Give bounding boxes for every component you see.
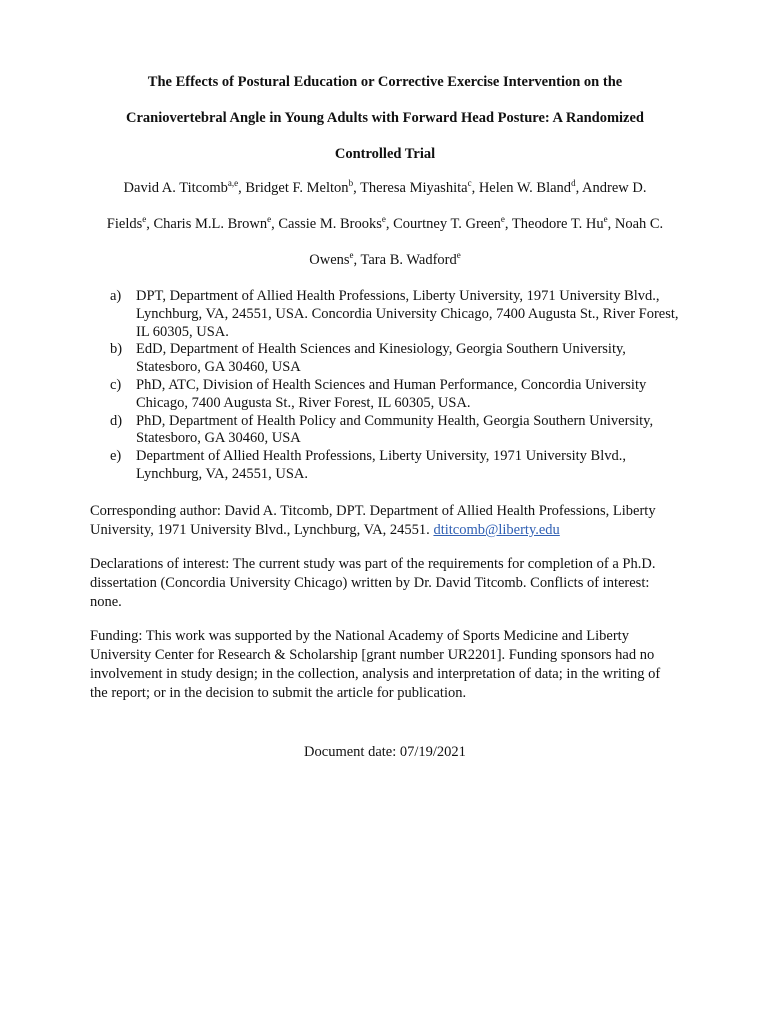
affiliation-text: PhD, Department of Health Policy and Community Health, Georgia Southern University, Statesboro, GA 30460, USA bbox=[136, 412, 654, 447]
author-name: Noah C. bbox=[614, 216, 664, 232]
author-affil-sup: e bbox=[349, 250, 354, 261]
affiliation-text: Department of Allied Health Professions, Liberty University, 1971 University Blvd., Lynchburg, VA, 24551, USA. bbox=[136, 448, 626, 482]
author-affil-sup: e bbox=[267, 214, 272, 225]
corresponding-author-text: Corresponding author: David A. Titcomb, DPT. Department of Allied Health Professions, Liberty University, 1971 University Blvd., Lynchburg, VA, 24551. bbox=[90, 503, 656, 538]
separator: , bbox=[471, 180, 479, 196]
title-line-3: Controlled Trial bbox=[334, 146, 436, 162]
affiliation-marker: b) bbox=[110, 341, 123, 358]
affiliation-item bbox=[110, 448, 690, 484]
author-affil-sup: e bbox=[603, 214, 608, 225]
author-name: Theresa Miyashita bbox=[360, 180, 468, 196]
declarations-paragraph: Declarations of interest: The current study was part of the requirements for completion of a Ph.D. dissertation (Concordia University Chicago) written by Dr. David Titcomb. Conflicts of interest: none. bbox=[90, 556, 656, 610]
separator: , bbox=[385, 216, 394, 232]
separator: , bbox=[575, 180, 583, 196]
author-name: Cassie M. Brooks bbox=[278, 216, 382, 232]
author-line-3 bbox=[0, 252, 770, 269]
separator: , bbox=[146, 216, 154, 232]
title-line-2: Craniovertebral Angle in Young Adults with Forward Head Posture: A Randomized bbox=[126, 110, 644, 126]
separator: , bbox=[271, 216, 279, 232]
author-affil-sup: e bbox=[381, 214, 386, 225]
author-name: Tara B. Wadford bbox=[360, 252, 457, 268]
affiliations-list bbox=[110, 288, 690, 484]
separator: , bbox=[607, 216, 615, 232]
affiliation-marker: d) bbox=[110, 412, 123, 429]
author-name: Bridget F. Melton bbox=[245, 180, 349, 196]
affiliation-text: DPT, Department of Allied Health Professions, Liberty University, 1971 University Blvd., Lynchburg, VA, 24551, USA. Concordia University Chicago, 7400 Augusta St., River Forest, IL 60305, USA. bbox=[136, 288, 679, 340]
author-affil-sup: e bbox=[456, 250, 461, 261]
affiliation-marker: e) bbox=[110, 448, 122, 465]
affiliation-item bbox=[110, 377, 690, 413]
author-affil-sup: a,e bbox=[227, 178, 239, 189]
corresponding-author-block bbox=[90, 502, 680, 540]
affiliation-marker: a) bbox=[110, 288, 122, 304]
author-name: Owens bbox=[309, 252, 350, 268]
author-affil-sup: c bbox=[467, 178, 472, 189]
document-date: Document date: 07/19/2021 bbox=[304, 744, 466, 760]
affiliation-text: PhD, ATC, Division of Health Sciences and Human Performance, Concordia University Chicago, 7400 Augusta St., River Forest, IL 60305, USA. bbox=[136, 376, 647, 411]
separator: , bbox=[353, 180, 361, 196]
affiliation-marker: c) bbox=[110, 376, 122, 393]
author-affil-sup: b bbox=[348, 178, 354, 189]
author-name: Charis M.L. Brown bbox=[153, 216, 268, 232]
author-name: Helen W. Bland bbox=[478, 180, 572, 196]
author-name: Andrew D. bbox=[582, 180, 647, 196]
author-affil-sup: d bbox=[571, 178, 576, 189]
affiliation-text: EdD, Department of Health Sciences and Kinesiology, Georgia Southern University, Statesboro, GA 30460, USA bbox=[136, 341, 626, 376]
author-affil-sup: e bbox=[500, 214, 505, 225]
author-line-2 bbox=[0, 216, 770, 233]
separator: , bbox=[238, 180, 246, 196]
author-name: David A. Titcomb bbox=[123, 180, 228, 196]
author-name: Courtney T. Green bbox=[393, 216, 501, 232]
separator: , bbox=[353, 252, 361, 268]
title-line-1: The Effects of Postural Education or Corrective Exercise Intervention on the bbox=[147, 74, 623, 90]
author-name: Theodore T. Hu bbox=[511, 216, 604, 232]
author-affil-sup: e bbox=[142, 214, 147, 225]
separator: , bbox=[504, 216, 512, 232]
affiliation-item bbox=[110, 413, 690, 449]
author-line-1 bbox=[0, 180, 770, 197]
author-name: Fields bbox=[106, 216, 143, 232]
affiliation-item bbox=[110, 288, 690, 341]
affiliation-item bbox=[110, 341, 690, 377]
funding-paragraph: Funding: This work was supported by the National Academy of Sports Medicine and Liberty University Center for Research & Scholarship [grant number UR2201]. Funding sponsors had no involvement in study design; in the collection, analysis and interpretation of data; in the writing of the report; or in the decision to submit the article for publication. bbox=[90, 628, 661, 701]
email-link[interactable]: dtitcomb@liberty.edu bbox=[433, 522, 560, 538]
